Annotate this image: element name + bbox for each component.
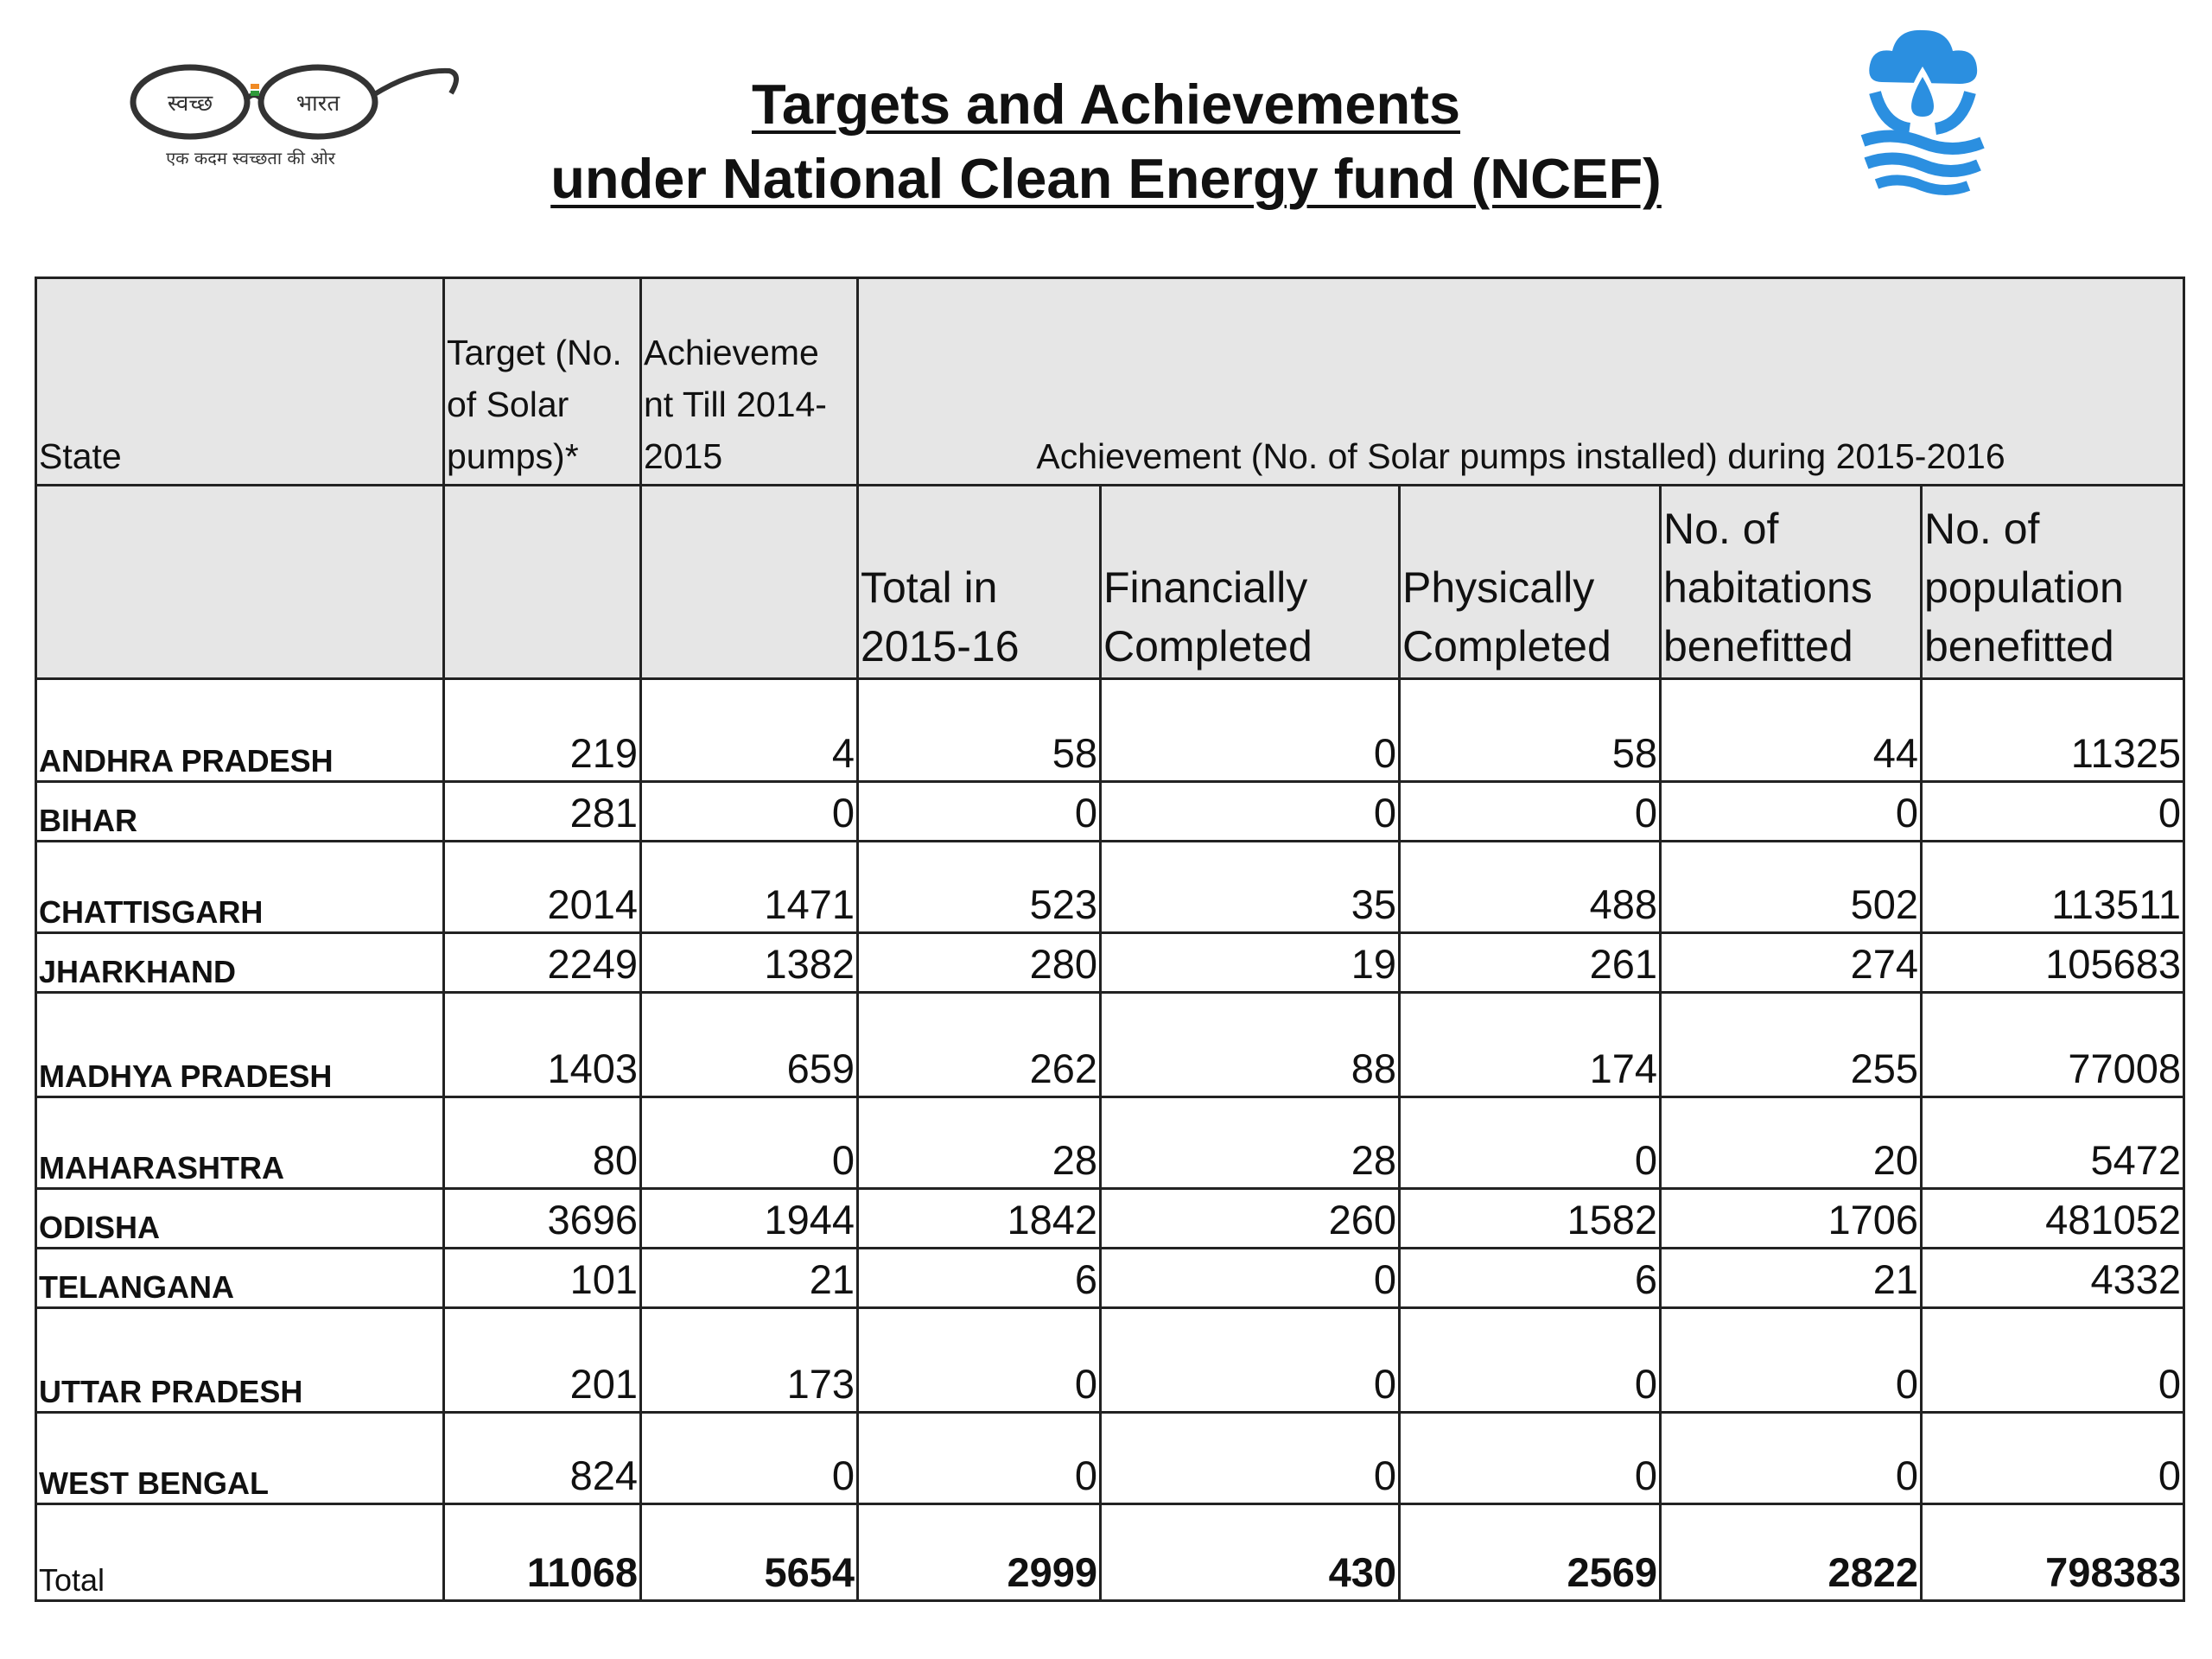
physical-cell: 0 bbox=[1400, 1097, 1661, 1189]
habitations-cell: 502 bbox=[1661, 842, 1922, 933]
state-cell: JHARKHAND bbox=[36, 933, 444, 993]
target-cell: 201 bbox=[444, 1308, 641, 1413]
habitations-cell: 274 bbox=[1661, 933, 1922, 993]
total-physical-cell: 2569 bbox=[1400, 1504, 1661, 1601]
jal-logo bbox=[1858, 22, 1987, 199]
till-cell: 0 bbox=[641, 1097, 858, 1189]
financial-cell: 0 bbox=[1101, 1413, 1400, 1504]
total-habitations-cell: 2822 bbox=[1661, 1504, 1922, 1601]
header-achievement-till: Achieveme nt Till 2014-2015 bbox=[641, 278, 858, 486]
till-cell: 1471 bbox=[641, 842, 858, 933]
till-cell: 0 bbox=[641, 1413, 858, 1504]
header-empty-state bbox=[36, 486, 444, 679]
total-cell: 58 bbox=[858, 679, 1101, 782]
header-population: No. of population benefitted bbox=[1922, 486, 2184, 679]
table-row bbox=[36, 993, 2184, 1097]
total-cell: 0 bbox=[858, 1413, 1101, 1504]
header-empty-till bbox=[641, 486, 858, 679]
total-population-cell: 798383 bbox=[1922, 1504, 2184, 1601]
total-label: Total bbox=[36, 1504, 444, 1601]
table-row bbox=[36, 1189, 2184, 1249]
population-cell: 11325 bbox=[1922, 679, 2184, 782]
page-title bbox=[518, 67, 1694, 216]
habitations-cell: 44 bbox=[1661, 679, 1922, 782]
table-row bbox=[36, 782, 2184, 842]
habitations-cell: 0 bbox=[1661, 1413, 1922, 1504]
target-cell: 281 bbox=[444, 782, 641, 842]
financial-cell: 0 bbox=[1101, 1249, 1400, 1308]
total-cell: 1842 bbox=[858, 1189, 1101, 1249]
header-financially-completed: Financially Completed bbox=[1101, 486, 1400, 679]
state-cell: ANDHRA PRADESH bbox=[36, 679, 444, 782]
header-achievement-2015-16: Achievement (No. of Solar pumps installed) during 2015-2016 bbox=[858, 278, 2184, 486]
title-line-1: Targets and Achievements bbox=[752, 73, 1460, 136]
target-cell: 1403 bbox=[444, 993, 641, 1097]
table-row bbox=[36, 1413, 2184, 1504]
till-cell: 173 bbox=[641, 1308, 858, 1413]
physical-cell: 0 bbox=[1400, 782, 1661, 842]
header-physically-completed: Physically Completed bbox=[1400, 486, 1661, 679]
header-target: Target (No. of Solar pumps)* bbox=[444, 278, 641, 486]
total-cell: 0 bbox=[858, 782, 1101, 842]
table-row bbox=[36, 933, 2184, 993]
state-cell: MAHARASHTRA bbox=[36, 1097, 444, 1189]
swachh-bharat-logo bbox=[121, 52, 467, 181]
water-drop-cloud-icon bbox=[1858, 22, 1987, 199]
swachh-bharat-glasses-icon bbox=[121, 52, 467, 181]
total-total-cell: 2999 bbox=[858, 1504, 1101, 1601]
header-row-2 bbox=[36, 486, 2184, 679]
ncef-table bbox=[35, 276, 2185, 1602]
financial-cell: 19 bbox=[1101, 933, 1400, 993]
header-total-2015-16: Total in 2015-16 bbox=[858, 486, 1101, 679]
target-cell: 2014 bbox=[444, 842, 641, 933]
target-cell: 101 bbox=[444, 1249, 641, 1308]
population-cell: 105683 bbox=[1922, 933, 2184, 993]
population-cell: 77008 bbox=[1922, 993, 2184, 1097]
population-cell: 113511 bbox=[1922, 842, 2184, 933]
physical-cell: 261 bbox=[1400, 933, 1661, 993]
physical-cell: 58 bbox=[1400, 679, 1661, 782]
habitations-cell: 21 bbox=[1661, 1249, 1922, 1308]
till-cell: 0 bbox=[641, 782, 858, 842]
physical-cell: 6 bbox=[1400, 1249, 1661, 1308]
population-cell: 0 bbox=[1922, 1413, 2184, 1504]
population-cell: 0 bbox=[1922, 782, 2184, 842]
state-cell: UTTAR PRADESH bbox=[36, 1308, 444, 1413]
population-cell: 5472 bbox=[1922, 1097, 2184, 1189]
total-till-cell: 5654 bbox=[641, 1504, 858, 1601]
total-target-cell: 11068 bbox=[444, 1504, 641, 1601]
total-cell: 262 bbox=[858, 993, 1101, 1097]
population-cell: 0 bbox=[1922, 1308, 2184, 1413]
physical-cell: 1582 bbox=[1400, 1189, 1661, 1249]
total-cell: 28 bbox=[858, 1097, 1101, 1189]
header-habitations: No. of habitations benefitted bbox=[1661, 486, 1922, 679]
table-row bbox=[36, 1249, 2184, 1308]
table-row bbox=[36, 842, 2184, 933]
habitations-cell: 0 bbox=[1661, 1308, 1922, 1413]
financial-cell: 28 bbox=[1101, 1097, 1400, 1189]
total-cell: 0 bbox=[858, 1308, 1101, 1413]
total-cell: 523 bbox=[858, 842, 1101, 933]
total-cell: 280 bbox=[858, 933, 1101, 993]
target-cell: 824 bbox=[444, 1413, 641, 1504]
table-row bbox=[36, 1097, 2184, 1189]
physical-cell: 174 bbox=[1400, 993, 1661, 1097]
physical-cell: 0 bbox=[1400, 1413, 1661, 1504]
population-cell: 4332 bbox=[1922, 1249, 2184, 1308]
table-row bbox=[36, 679, 2184, 782]
population-cell: 481052 bbox=[1922, 1189, 2184, 1249]
target-cell: 219 bbox=[444, 679, 641, 782]
financial-cell: 88 bbox=[1101, 993, 1400, 1097]
total-cell: 6 bbox=[858, 1249, 1101, 1308]
financial-cell: 0 bbox=[1101, 782, 1400, 842]
physical-cell: 0 bbox=[1400, 1308, 1661, 1413]
financial-cell: 260 bbox=[1101, 1189, 1400, 1249]
financial-cell: 0 bbox=[1101, 679, 1400, 782]
logo-text-bharat: भारत bbox=[296, 91, 340, 117]
logo-text-swachh: स्वच्छ bbox=[167, 91, 213, 117]
title-line-2: under National Clean Energy fund (NCEF) bbox=[550, 147, 1662, 210]
state-cell: BIHAR bbox=[36, 782, 444, 842]
state-cell: MADHYA PRADESH bbox=[36, 993, 444, 1097]
state-cell: CHATTISGARH bbox=[36, 842, 444, 933]
state-cell: ODISHA bbox=[36, 1189, 444, 1249]
state-cell: TELANGANA bbox=[36, 1249, 444, 1308]
table-row bbox=[36, 1308, 2184, 1413]
financial-cell: 35 bbox=[1101, 842, 1400, 933]
physical-cell: 488 bbox=[1400, 842, 1661, 933]
target-cell: 80 bbox=[444, 1097, 641, 1189]
total-row bbox=[36, 1504, 2184, 1601]
logo-tagline: एक कदम स्वच्छता की ओर bbox=[166, 148, 335, 168]
header-empty-target bbox=[444, 486, 641, 679]
target-cell: 3696 bbox=[444, 1189, 641, 1249]
till-cell: 21 bbox=[641, 1249, 858, 1308]
habitations-cell: 0 bbox=[1661, 782, 1922, 842]
header-row-1 bbox=[36, 278, 2184, 486]
till-cell: 4 bbox=[641, 679, 858, 782]
habitations-cell: 1706 bbox=[1661, 1189, 1922, 1249]
till-cell: 1382 bbox=[641, 933, 858, 993]
header-state: State bbox=[36, 278, 444, 486]
state-cell: WEST BENGAL bbox=[36, 1413, 444, 1504]
target-cell: 2249 bbox=[444, 933, 641, 993]
total-financial-cell: 430 bbox=[1101, 1504, 1400, 1601]
till-cell: 1944 bbox=[641, 1189, 858, 1249]
financial-cell: 0 bbox=[1101, 1308, 1400, 1413]
till-cell: 659 bbox=[641, 993, 858, 1097]
habitations-cell: 20 bbox=[1661, 1097, 1922, 1189]
habitations-cell: 255 bbox=[1661, 993, 1922, 1097]
